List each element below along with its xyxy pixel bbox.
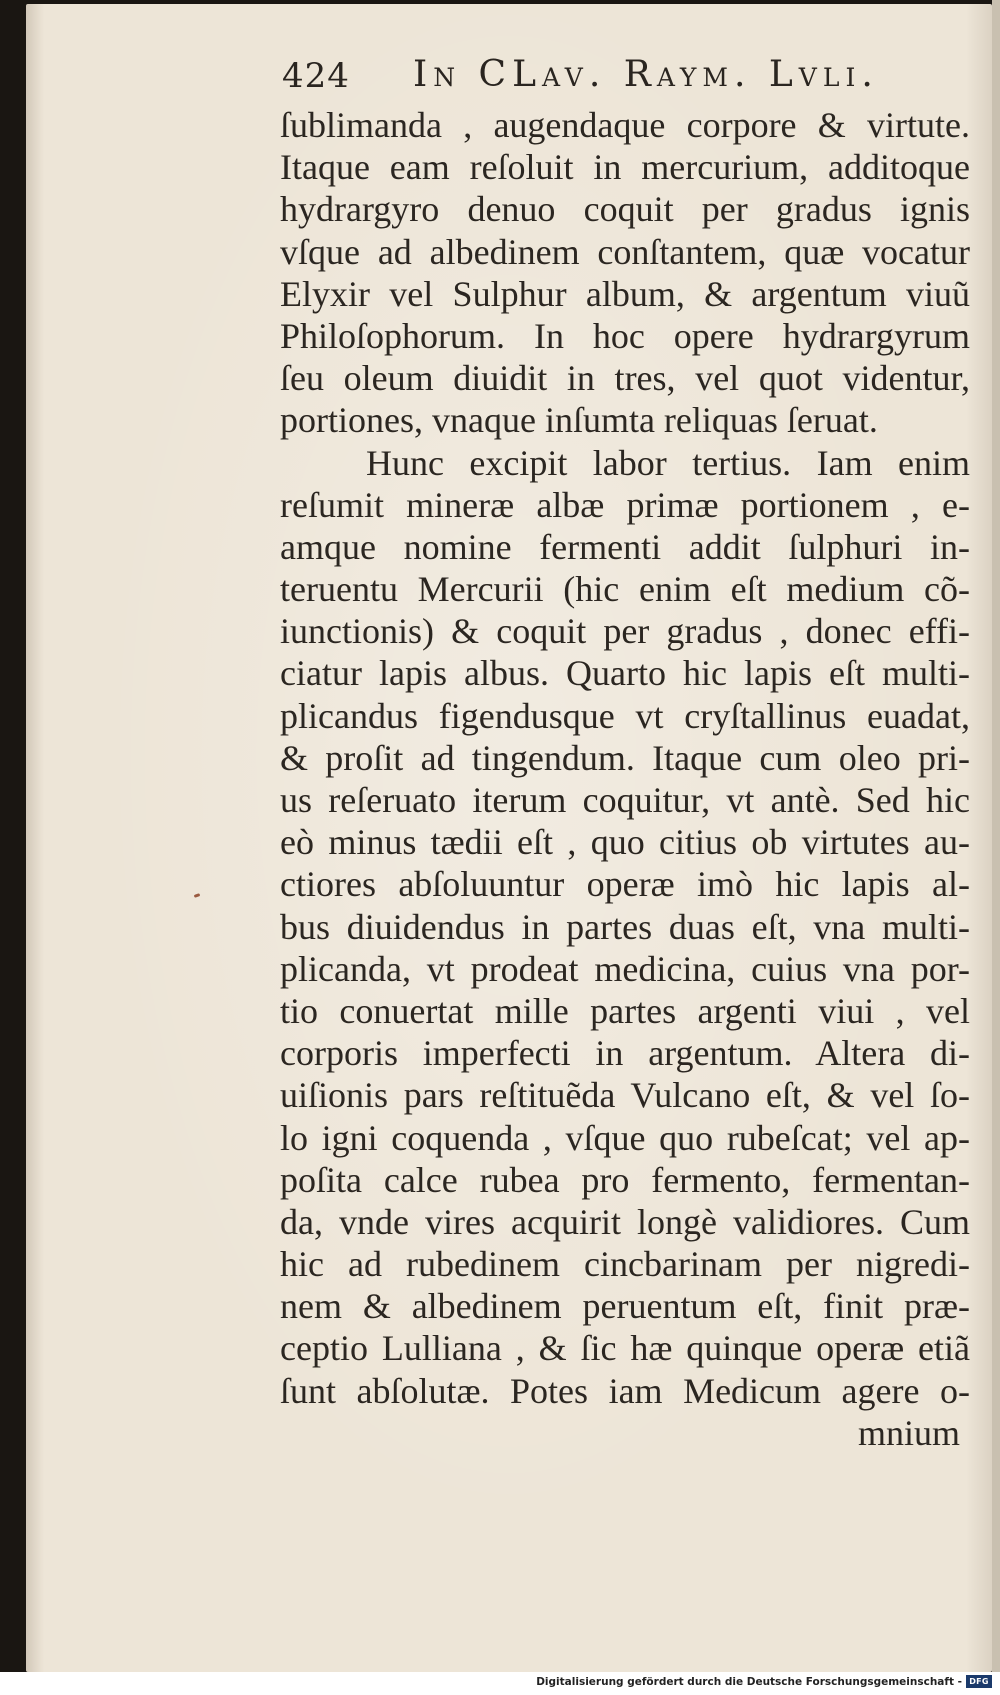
text-line: plicanda, vt prodeat medicina, cuius vna por- bbox=[280, 948, 970, 989]
text-line: plicandus figendusque vt cryſtallinus euadat, bbox=[280, 695, 970, 736]
text-line: us reſeruato iterum coquitur, vt antè. Sed hic bbox=[280, 780, 970, 820]
text-line: reſumit mineræ albæ primæ portionem , e- bbox=[280, 484, 970, 525]
text-line: teruentu Mercurii (hic enim eſt medium cõ- bbox=[280, 569, 970, 610]
text-line: uiſionis pars reſtituẽda Vulcano eſt, & vel ſo- bbox=[280, 1075, 970, 1116]
text-line: Philoſophorum. In hoc opere hydrargyrum bbox=[280, 315, 970, 356]
page-edge bbox=[992, 0, 1000, 1672]
text-line: iunctionis) & coquit per gradus , donec effi- bbox=[280, 611, 970, 652]
text-line: vſque ad albedinem conſtantem, quæ vocatur bbox=[280, 231, 970, 272]
text-line: hydrargyro denuo coquit per gradus ignis bbox=[280, 189, 970, 230]
text-line: tio conuertat mille partes argenti viui , vel bbox=[280, 990, 970, 1031]
text-line: ſunt abſolutæ. Potes iam Medicum agere o- bbox=[280, 1370, 970, 1411]
page-number: 424 bbox=[282, 56, 350, 96]
text-line: & proſit ad tingendum. Itaque cum oleo pri- bbox=[280, 737, 970, 778]
body-text bbox=[280, 104, 970, 1454]
footer-bar bbox=[0, 1672, 1000, 1695]
text-line: portiones, vnaque inſumta reliquas ſeruat. bbox=[280, 400, 878, 441]
text-line: eò minus tædii eſt , quo citius ob virtutes au- bbox=[280, 822, 970, 863]
text-line: Itaque eam reſoluit in mercurium, additoque bbox=[280, 147, 970, 188]
text-line: ctiores abſoluuntur operæ imò hic lapis al- bbox=[280, 864, 970, 905]
running-head bbox=[258, 48, 978, 108]
catchword: mnium bbox=[857, 1412, 960, 1453]
text-line: ciatur lapis albus. Quarto hic lapis eſt multi- bbox=[280, 653, 970, 694]
text-line: ſublimanda , augendaque corpore & virtute. bbox=[280, 105, 970, 145]
text-line: Hunc excipit labor tertius. Iam enim bbox=[366, 442, 970, 483]
text-line: Elyxir vel Sulphur album, & argentum viuũ bbox=[280, 273, 970, 314]
text-line: corporis imperfecti in argentum. Altera di- bbox=[280, 1033, 970, 1074]
text-line: nem & albedinem peruentum eſt, finit præ- bbox=[280, 1286, 970, 1327]
text-line: da, vnde vires acquirit longè validiores. Cum bbox=[280, 1201, 970, 1242]
text-line: ſeu oleum diuidit in tres, vel quot videntur, bbox=[280, 358, 970, 399]
paper-stain bbox=[194, 893, 201, 898]
funding-credit: Digitalisierung gefördert durch die Deutsche Forschungsgemeinschaft - bbox=[536, 1676, 962, 1688]
text-line: ceptio Lulliana , & ſic hæ quinque operæ etiã bbox=[280, 1328, 970, 1369]
running-title: In CLav. Raym. Lvli. bbox=[413, 54, 879, 95]
text-line: lo igni coquenda , vſque quo rubeſcat; vel ap- bbox=[280, 1117, 970, 1158]
dfg-logo: DFG bbox=[966, 1675, 992, 1688]
text-line: hic ad rubedinem cincbarinam per nigredi- bbox=[280, 1244, 970, 1285]
text-line: bus diuidendus in partes duas eſt, vna multi- bbox=[280, 906, 970, 947]
text-line: poſita calce rubea pro fermento, fermentan- bbox=[280, 1159, 970, 1200]
text-line: amque nomine fermenti addit ſulphuri in- bbox=[280, 526, 970, 567]
